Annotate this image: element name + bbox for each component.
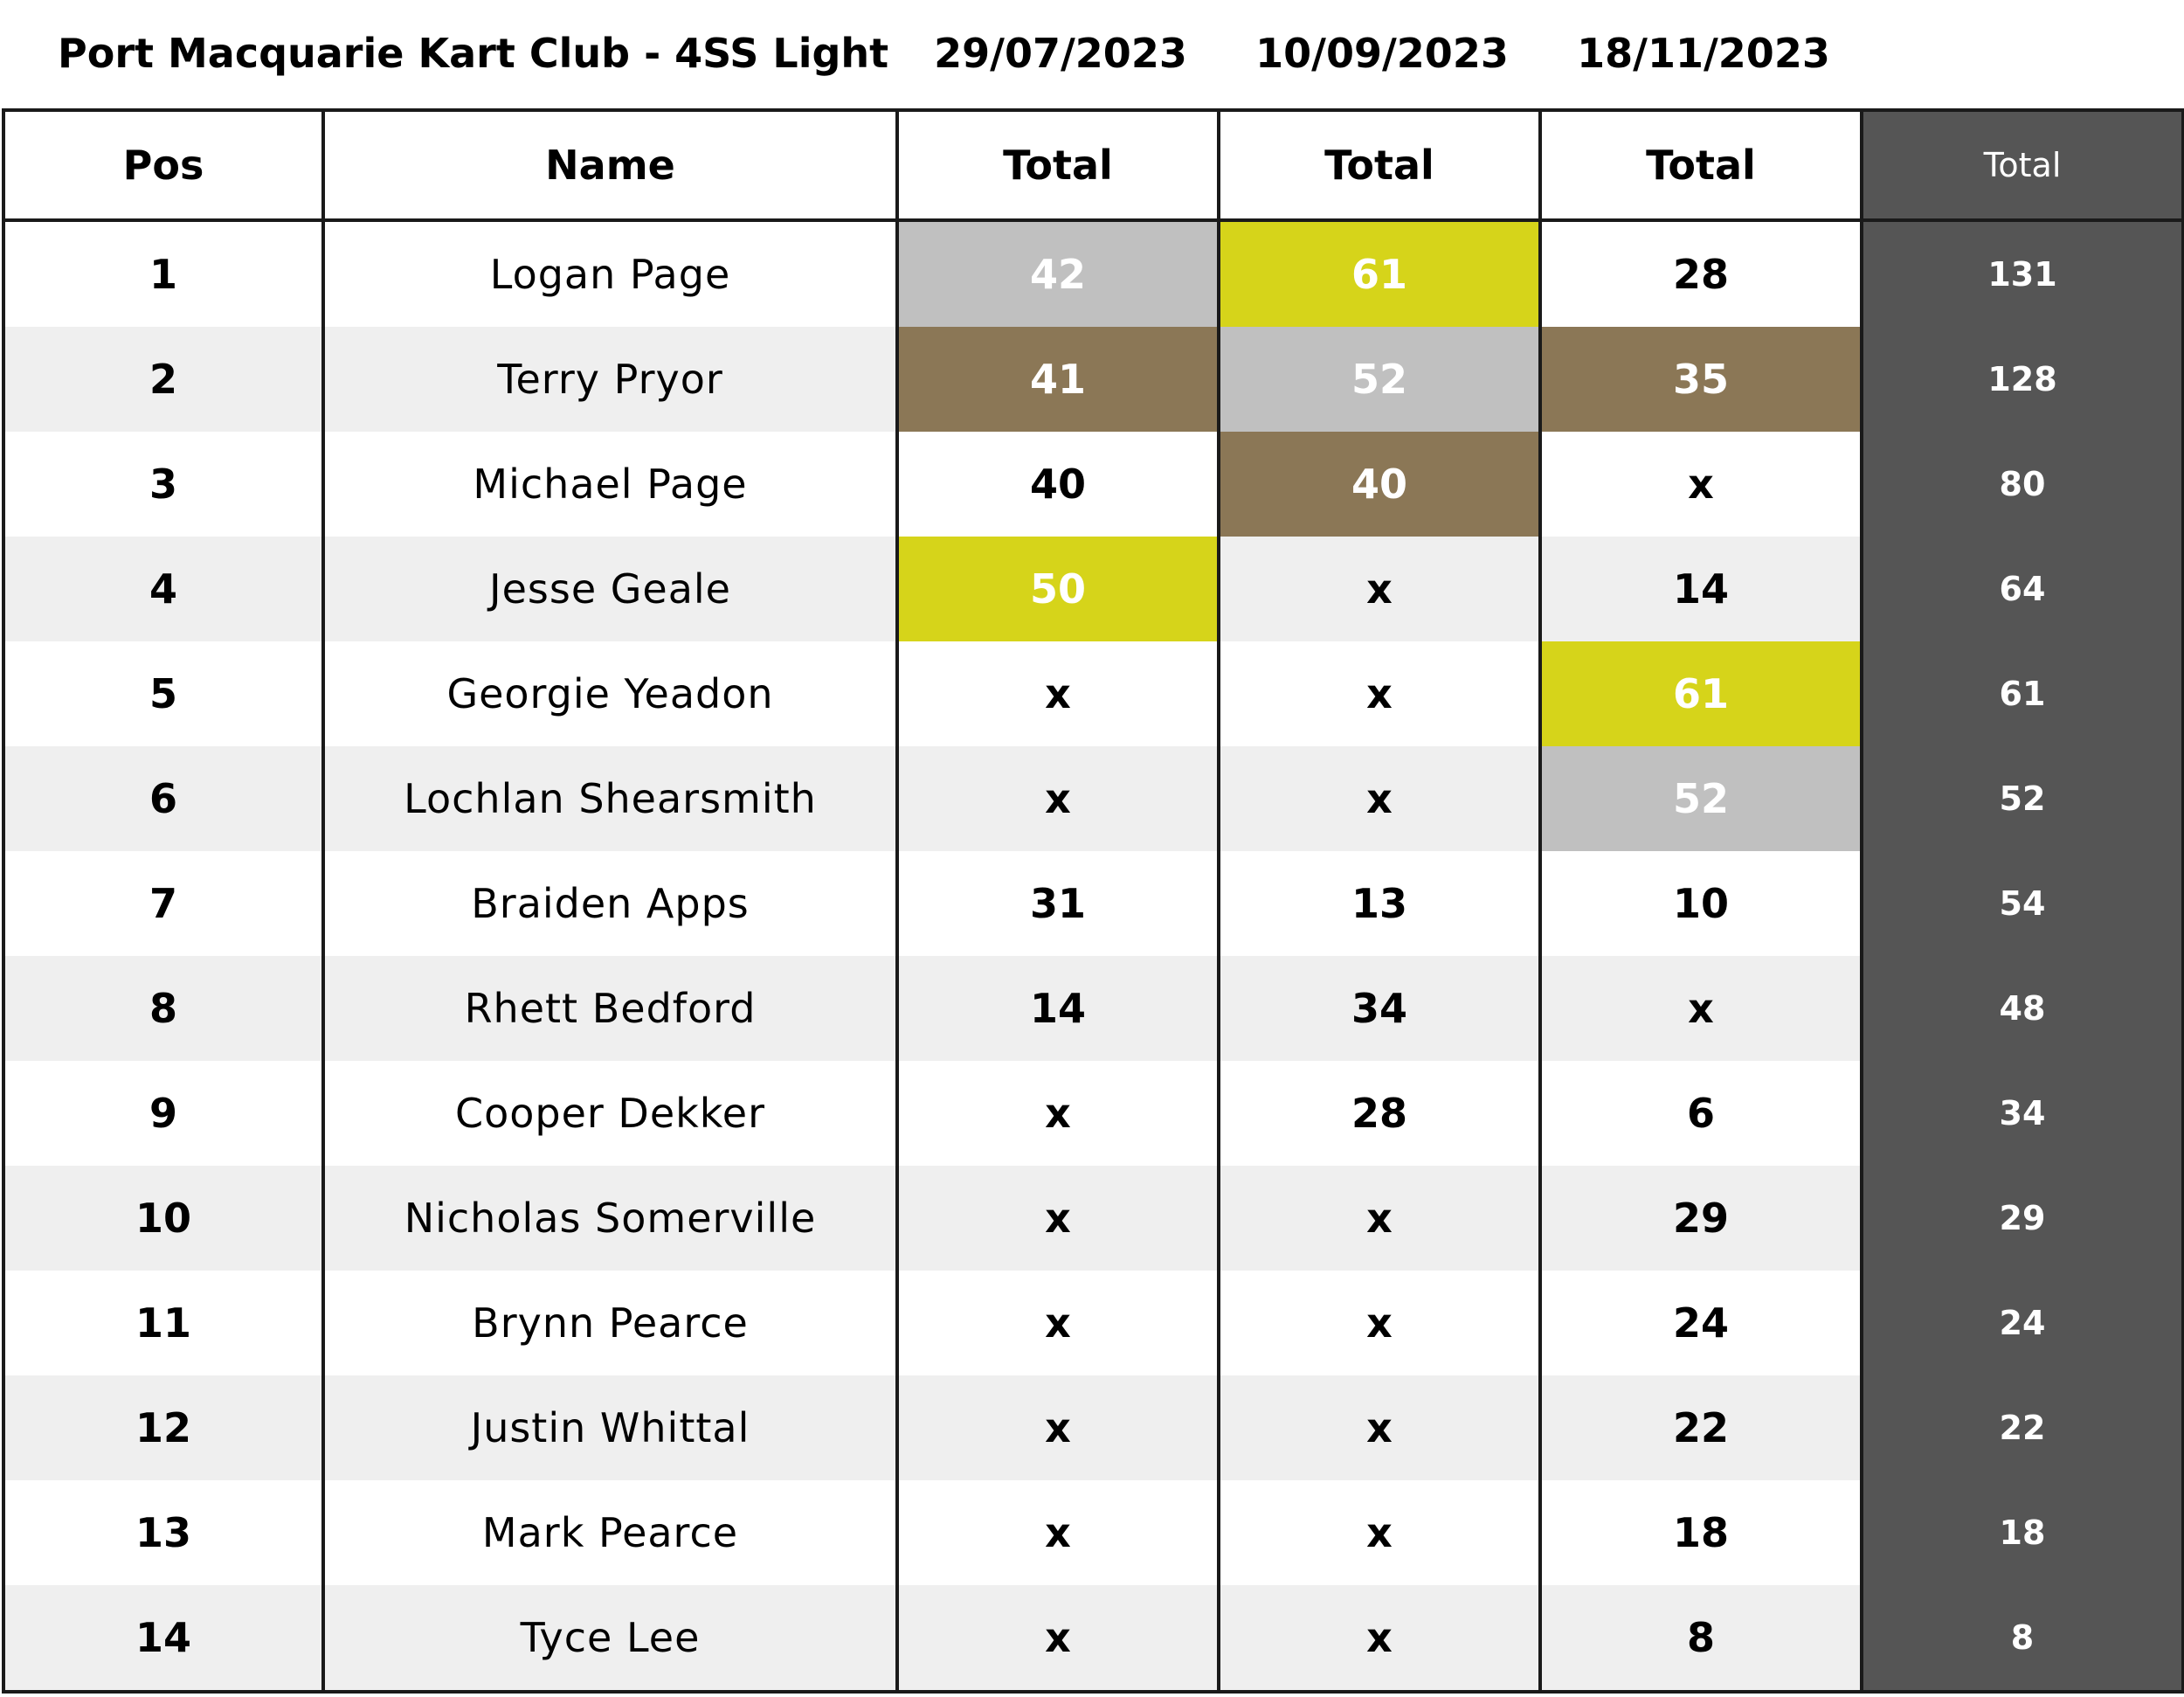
column-header-event-1-total: Total xyxy=(897,110,1219,220)
driver-name-cell: Michael Page xyxy=(323,432,897,537)
driver-name-cell: Justin Whittal xyxy=(323,1375,897,1480)
standings-table xyxy=(2,108,2184,1694)
driver-name-cell: Rhett Bedford xyxy=(323,956,897,1061)
event-2-score-cell: 34 xyxy=(1219,956,1540,1061)
overall-total-cell: 8 xyxy=(1862,1585,2183,1692)
event-3-score-cell: 28 xyxy=(1540,220,1862,327)
event-1-score-cell: x xyxy=(897,1166,1219,1271)
event-3-score-cell: 6 xyxy=(1540,1061,1862,1166)
event-1-score-cell: x xyxy=(897,1061,1219,1166)
overall-total-cell: 24 xyxy=(1862,1271,2183,1375)
event-1-score-cell: x xyxy=(897,1375,1219,1480)
driver-name-cell: Jesse Geale xyxy=(323,537,897,641)
event-1-score-cell: 14 xyxy=(897,956,1219,1061)
driver-name-cell: Braiden Apps xyxy=(323,851,897,956)
column-header-overall-total: Total xyxy=(1862,110,2183,220)
driver-name-cell: Georgie Yeadon xyxy=(323,641,897,746)
event-3-score-cell: 35 xyxy=(1540,327,1862,432)
table-row xyxy=(3,1375,2183,1480)
event-2-score-cell: x xyxy=(1219,1271,1540,1375)
event-3-score-cell: x xyxy=(1540,432,1862,537)
event-1-score-cell: 40 xyxy=(897,432,1219,537)
position-cell: 2 xyxy=(3,327,323,432)
position-cell: 13 xyxy=(3,1480,323,1585)
position-cell: 14 xyxy=(3,1585,323,1692)
overall-total-cell: 34 xyxy=(1862,1061,2183,1166)
event-3-score-cell: 61 xyxy=(1540,641,1862,746)
overall-total-cell: 54 xyxy=(1862,851,2183,956)
position-cell: 7 xyxy=(3,851,323,956)
overall-total-cell: 61 xyxy=(1862,641,2183,746)
overall-total-cell: 18 xyxy=(1862,1480,2183,1585)
event-1-score-cell: 31 xyxy=(897,851,1219,956)
event-1-score-cell: x xyxy=(897,746,1219,851)
event-2-score-cell: x xyxy=(1219,1166,1540,1271)
table-row xyxy=(3,1061,2183,1166)
overall-total-cell: 29 xyxy=(1862,1166,2183,1271)
header-row xyxy=(3,110,2183,220)
event-1-score-cell: x xyxy=(897,1480,1219,1585)
driver-name-cell: Logan Page xyxy=(323,220,897,327)
overall-total-cell: 22 xyxy=(1862,1375,2183,1480)
event-3-score-cell: x xyxy=(1540,956,1862,1061)
overall-total-cell: 48 xyxy=(1862,956,2183,1061)
driver-name-cell: Cooper Dekker xyxy=(323,1061,897,1166)
driver-name-cell: Lochlan Shearsmith xyxy=(323,746,897,851)
table-row xyxy=(3,1480,2183,1585)
event-2-score-cell: 28 xyxy=(1219,1061,1540,1166)
column-header-event-2-total: Total xyxy=(1219,110,1540,220)
overall-total-cell: 64 xyxy=(1862,537,2183,641)
position-cell: 5 xyxy=(3,641,323,746)
table-row xyxy=(3,956,2183,1061)
event-1-score-cell: 42 xyxy=(897,220,1219,327)
event-date-1: 29/07/2023 xyxy=(934,30,1187,77)
position-cell: 11 xyxy=(3,1271,323,1375)
position-cell: 1 xyxy=(3,220,323,327)
overall-total-cell: 80 xyxy=(1862,432,2183,537)
position-cell: 4 xyxy=(3,537,323,641)
driver-name-cell: Nicholas Somerville xyxy=(323,1166,897,1271)
position-cell: 8 xyxy=(3,956,323,1061)
column-header-pos: Pos xyxy=(3,110,323,220)
event-3-score-cell: 22 xyxy=(1540,1375,1862,1480)
event-2-score-cell: 61 xyxy=(1219,220,1540,327)
standings-header xyxy=(0,0,2184,108)
driver-name-cell: Brynn Pearce xyxy=(323,1271,897,1375)
overall-total-cell: 131 xyxy=(1862,220,2183,327)
page-title: Port Macquarie Kart Club - 4SS Light xyxy=(58,30,889,77)
event-3-score-cell: 29 xyxy=(1540,1166,1862,1271)
event-2-score-cell: x xyxy=(1219,1585,1540,1692)
event-2-score-cell: x xyxy=(1219,1480,1540,1585)
table-row xyxy=(3,641,2183,746)
event-3-score-cell: 14 xyxy=(1540,537,1862,641)
event-2-score-cell: x xyxy=(1219,746,1540,851)
column-header-event-3-total: Total xyxy=(1540,110,1862,220)
table-row xyxy=(3,1271,2183,1375)
event-2-score-cell: x xyxy=(1219,1375,1540,1480)
event-3-score-cell: 10 xyxy=(1540,851,1862,956)
column-header-name: Name xyxy=(323,110,897,220)
event-2-score-cell: x xyxy=(1219,537,1540,641)
table-row xyxy=(3,746,2183,851)
event-1-score-cell: x xyxy=(897,1271,1219,1375)
driver-name-cell: Terry Pryor xyxy=(323,327,897,432)
event-2-score-cell: x xyxy=(1219,641,1540,746)
event-date-2: 10/09/2023 xyxy=(1255,30,1509,77)
event-1-score-cell: x xyxy=(897,641,1219,746)
driver-name-cell: Mark Pearce xyxy=(323,1480,897,1585)
event-2-score-cell: 40 xyxy=(1219,432,1540,537)
table-row xyxy=(3,1166,2183,1271)
event-date-3: 18/11/2023 xyxy=(1577,30,1830,77)
event-2-score-cell: 13 xyxy=(1219,851,1540,956)
event-2-score-cell: 52 xyxy=(1219,327,1540,432)
table-row xyxy=(3,537,2183,641)
event-3-score-cell: 18 xyxy=(1540,1480,1862,1585)
table-row xyxy=(3,220,2183,327)
event-1-score-cell: 41 xyxy=(897,327,1219,432)
position-cell: 9 xyxy=(3,1061,323,1166)
event-3-score-cell: 24 xyxy=(1540,1271,1862,1375)
driver-name-cell: Tyce Lee xyxy=(323,1585,897,1692)
table-row xyxy=(3,327,2183,432)
event-1-score-cell: 50 xyxy=(897,537,1219,641)
table-row xyxy=(3,1585,2183,1692)
position-cell: 3 xyxy=(3,432,323,537)
overall-total-cell: 52 xyxy=(1862,746,2183,851)
table-row xyxy=(3,851,2183,956)
table-row xyxy=(3,432,2183,537)
overall-total-cell: 128 xyxy=(1862,327,2183,432)
position-cell: 12 xyxy=(3,1375,323,1480)
event-1-score-cell: x xyxy=(897,1585,1219,1692)
event-3-score-cell: 8 xyxy=(1540,1585,1862,1692)
event-3-score-cell: 52 xyxy=(1540,746,1862,851)
position-cell: 10 xyxy=(3,1166,323,1271)
position-cell: 6 xyxy=(3,746,323,851)
